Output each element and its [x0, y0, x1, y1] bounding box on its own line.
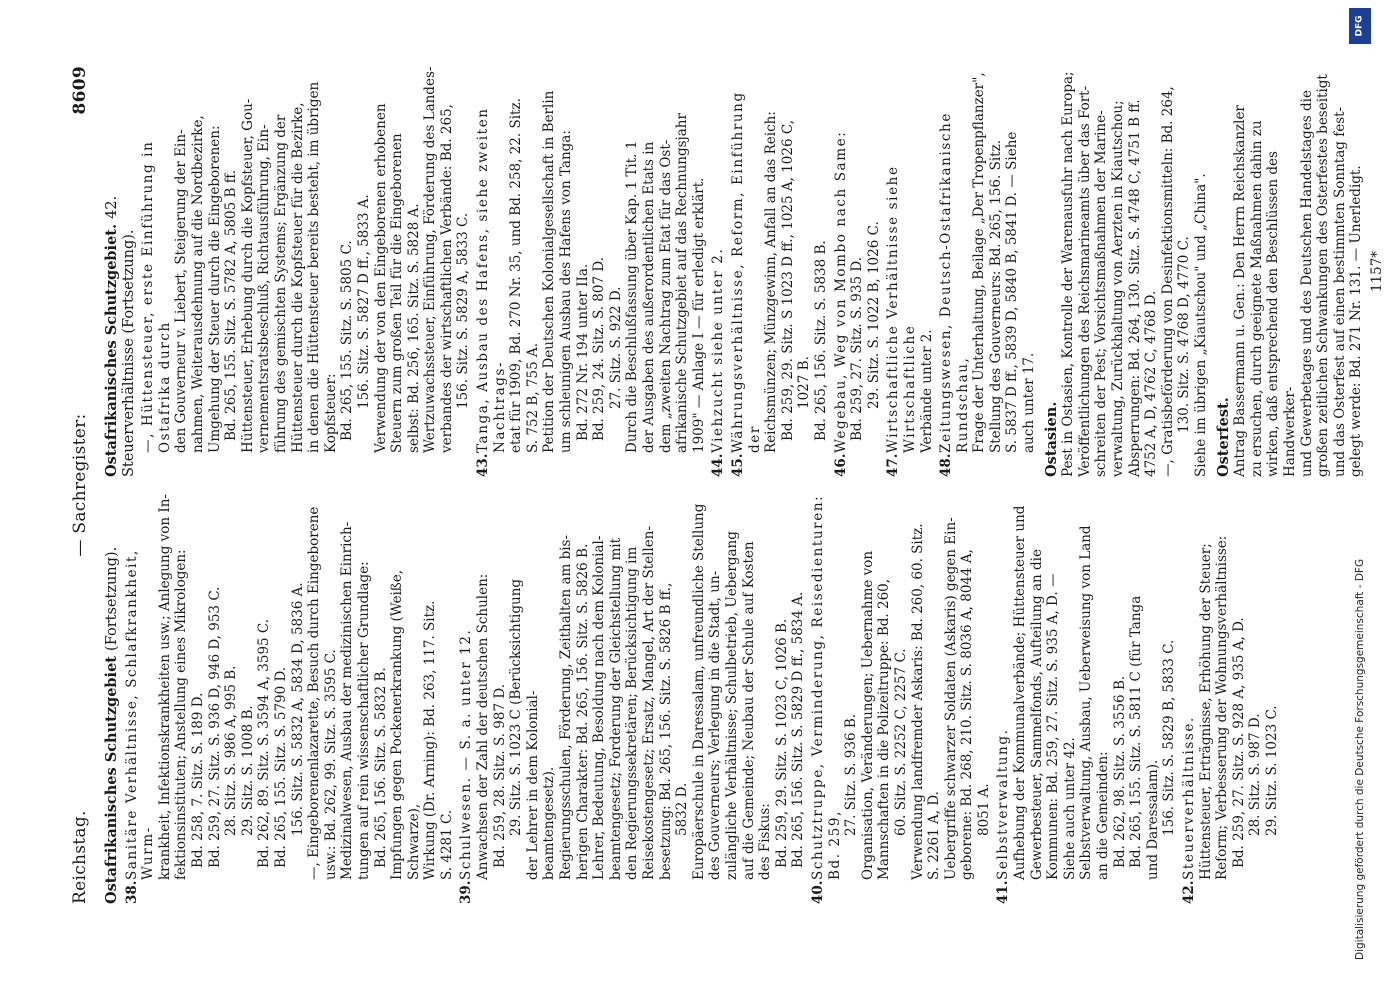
- register-entry: [458, 493, 806, 904]
- entry-line: 1909" — Anlage I — für erledigt erklärt.: [690, 177, 707, 453]
- entry-line: Pest in Ostasien, Kontrolle der Warenausfuhr nach Europa;: [1060, 71, 1077, 477]
- osterfest-entry: [1232, 66, 1365, 477]
- entry-line: Schulwesen. — S. a. unter 12.: [458, 628, 475, 880]
- entry-line: Lehrer, Bedeutung, Besoldung nach dem Kolonial-: [591, 535, 608, 880]
- entry-line: —, Hüttensteuer, erste Einführung in Ostafrika durch: [140, 140, 173, 453]
- entry-line: Bd. 265, 156. Sitz. S. 5832 B.: [372, 667, 389, 868]
- entry-line: Reichsmünzen; Münzgewinn, Anfall an das Reich:: [763, 111, 780, 453]
- entry-line: nahmen, Weiterausdehnung auf die Nordbezirke,: [189, 115, 206, 453]
- entry-line: S. 4281 C.: [438, 809, 455, 880]
- entry-line: Reform; Verbesserung der Wohnungsverhältnisse:: [1214, 535, 1231, 880]
- entry-line: Wirtschaftliche Verhältnisse siehe Wirtschaftliche: [885, 165, 918, 453]
- left-entries: [124, 493, 1281, 904]
- entry-number: 40.: [809, 880, 826, 904]
- entry-line: an die Gemeinden:: [1095, 751, 1112, 880]
- entry-line: Anwachsen der Zahl der deutschen Schulen:: [475, 573, 492, 880]
- entry-line: Bd. 258, 7. Sitz. S. 189 D.: [189, 692, 206, 868]
- entry-line: Europäerschule in Daressalam, unfreundliche Stellung: [690, 503, 707, 880]
- entry-line: Bd. 262, 98. Sitz. S. 3556 B.: [1111, 675, 1128, 868]
- entry-line: zulängliche Verhältnisse; Schulbetrieb, Uebergang: [723, 531, 740, 880]
- entry-line: 5832 D.: [674, 782, 691, 836]
- entry-line: Bd. 265, 155. Sitz. S. 5782 A, 5805 B ff.: [223, 169, 240, 441]
- page-number: 8609: [70, 66, 90, 115]
- entry-line: 8051 A.: [975, 783, 992, 836]
- entry-line: Gewerbesteuer, Sammelfonds, Aufteilung an die: [1028, 549, 1045, 880]
- entry-line: Steuern zum großen Teil für die Eingeborenen: [389, 133, 406, 453]
- entry-line: um schleunigen Ausbau des Hafens von Tanga:: [558, 130, 575, 453]
- right-column: [104, 66, 1386, 477]
- register-entry: [833, 66, 883, 477]
- entry-line: großen zeitlichen Schwankungen des Osterfestes beseitigt: [1315, 74, 1332, 477]
- entry-line: Steuerverhältnisse.: [1181, 716, 1197, 880]
- entry-number: 46.: [832, 453, 849, 477]
- entry-line: Bd. 259, 27. Sitz. S. 928 A, 935 A, D.: [1230, 617, 1247, 868]
- entry-line: 60. Sitz. S. 2252 C, 2257 C.: [892, 648, 909, 836]
- entry-number: 43.: [475, 453, 492, 477]
- entry-line: 29. Sitz. S. 1008 B.: [239, 705, 256, 836]
- entry-line: verwaltung, Zurückhaltung von Aerzten in Kiautschou;: [1110, 100, 1127, 477]
- entry-line: Wirkung (Dr. Arning): Bd. 263, 117. Sitz.: [422, 600, 439, 880]
- entry-line: 29. Sitz. S. 1023 C (Berücksichtigung: [508, 578, 525, 836]
- entry-line: Bd. 265, 156. Sitz. S. 5838 B.: [812, 240, 829, 441]
- entry-line: des Gouverneurs; Verlegung in die Stadt, un-: [707, 570, 724, 880]
- entry-line: selbst: Bd. 256, 165. Sitz. S. 5828 A.: [405, 203, 422, 453]
- entry-line: Viehzucht siehe unter 2.: [710, 247, 727, 453]
- entry-line: 1027 B.: [796, 356, 813, 409]
- entry-line: Hüttensteuer durch die Kopfsteuer für die Bezirke,: [289, 102, 306, 453]
- entry-line: —, Eingeborenenlazarette, Besuch durch Eingeborene: [306, 506, 323, 880]
- entry-line: des Fiskus:: [757, 803, 774, 880]
- entry-line: Selbstverwaltung.: [995, 728, 1012, 880]
- entry-line: 27. Sitz. S. 922 D.: [607, 286, 624, 409]
- entry-line: auf die Gemeinde; Neubau der Schule auf Kosten: [740, 541, 757, 880]
- entry-line: und Daressalam).: [1144, 759, 1161, 880]
- entry-line: Mannschaften in die Polizeitruppe: Bd. 260,: [876, 578, 893, 880]
- register-entry: [475, 66, 707, 477]
- entry-line: wirken, daß entsprechend den Beschlüssen des Handwerker-: [1265, 151, 1298, 477]
- entry-line: Antrag Bassermann u. Gen.: Den Herrn Reichskanzler: [1232, 105, 1249, 477]
- entry-line: 29. Sitz. S. 1022 B, 1026 C.: [865, 221, 882, 409]
- entry-line: Impfungen gegen Pockenerkrankung (Weiße, Schwarze),: [389, 569, 422, 880]
- right-column-heading: [104, 66, 137, 477]
- entry-line: tungen auf rein wissenschaftlicher Grundlage:: [355, 561, 372, 880]
- left-heading-cont: (Fortsetzung).: [104, 546, 120, 651]
- entry-line: der Lehrer in dem Kolonial-: [524, 690, 541, 880]
- entry-line: Bd. 265, 156. Sitz. S. 5829 D ff., 5834 A.: [790, 591, 807, 868]
- entry-line: 28. Sitz. S. 986 A, 995 B.: [223, 665, 240, 836]
- register-entry: [1181, 493, 1281, 904]
- entry-line: 156. Sitz. S. 5829 A, 5833 C.: [455, 212, 472, 409]
- register-entry: [938, 66, 1038, 477]
- entry-line: dem „zweiten Nachtrag zum Etat für das Ost-: [657, 139, 674, 453]
- entry-line: Durch die Beschlußfassung über Kap. 1 Tit. 1: [624, 140, 641, 453]
- entry-line: herigen Charakter: Bd. 265, 156. Sitz. S. 5826 B.: [574, 543, 591, 880]
- entry-line: usw.: Bd. 262, 99. Sitz. S. 3595 C.: [322, 649, 339, 880]
- entry-line: fektionsinstituten; Anstellung eines Mikrologen:: [173, 549, 190, 880]
- entry-line: S. 752 B, 755 A.: [524, 342, 541, 453]
- entry-line: Wegebau, Weg von Mombo nach Same:: [832, 130, 849, 453]
- entry-line: Frage der Unterhaltung, Beilage „Der Tropenpflanzer",: [971, 72, 988, 453]
- entry-line: Medizinalwesen, Ausbau der medizinischen Einrich-: [339, 521, 356, 880]
- entry-line: schreiten der Pest; Vorsichtsmaßnahmen der Marine-: [1093, 110, 1110, 477]
- entry-line: auch unter 17.: [1021, 352, 1038, 453]
- entry-line: 156. Sitz. S. 5827 D ff., 5833 A.: [355, 194, 372, 409]
- entry-line: Bd. 262, 89. Sitz. S. 3594 A, 3595 C.: [256, 618, 273, 868]
- entry-line: Bd. 265, 155. Sitz. S. 5811 C (für Tanga: [1128, 595, 1145, 868]
- entry-line: krankheit, Infektionskrankheiten usw.; Anlegung von In-: [156, 494, 173, 880]
- dfg-logo: [1349, 8, 1371, 44]
- entry-line: den Gouverneur v. Liebert, Steigerung der Ein-: [173, 129, 190, 453]
- entry-line: 156. Sitz. S. 5832 A, 5834 D, 5836 A.: [289, 582, 306, 836]
- entry-line: Tanga, Ausbau des Hafens, siehe zweiten Nachtrags-: [475, 107, 508, 453]
- running-head: [70, 66, 96, 904]
- left-column: [104, 493, 1386, 904]
- entry-line: gelegt werde: Bd. 271 Nr. 131. — Unerledigt.: [1348, 165, 1365, 477]
- entry-line: beamtengesetz).: [541, 766, 558, 880]
- entry-line: geborene: Bd. 268, 210. Sitz. S. 8036 A, 8044 A,: [959, 549, 976, 880]
- register-entry: [995, 493, 1178, 904]
- running-head-center: — Sachregister:: [70, 413, 90, 557]
- entry-line: Organisation, Veränderungen; Uebernahme von: [859, 550, 876, 880]
- right-heading-title: Ostafrikanisches Schutzgebiet.: [103, 223, 120, 477]
- entry-line: Regierungsschulen, Förderung, Zeithalten am bis-: [558, 534, 575, 880]
- columns: [104, 66, 1386, 904]
- entry-line: Zeitungswesen, Deutsch-Ostafrikanische Rundschau,: [938, 112, 971, 453]
- entry-number: 39.: [458, 880, 475, 904]
- entry-line: Aufhebung der Kommunalverbände; Hüttensteuer und: [1012, 505, 1029, 880]
- entry-line: Umgehung der Steuer durch die Eingeborenen:: [206, 125, 223, 453]
- entry-line: afrikanische Schutzgebiet auf das Rechnungsjahr: [674, 113, 691, 453]
- entry-line: 28. Sitz. S. 987 D.: [1247, 713, 1264, 836]
- entry-line: Petition der Deutschen Kolonialgesellschaft in Berlin: [541, 90, 558, 453]
- sheet-signature: 1157*: [1368, 250, 1385, 293]
- entry-line: Bd. 272 Nr. 194 unter IIa.: [574, 263, 591, 441]
- entry-line: Verbände unter 2.: [918, 329, 935, 453]
- entry-line: S. 2261 A, D.: [926, 791, 943, 880]
- entry-line: Wertzuwachssteuer, Einführung, Förderung des Landes-: [422, 66, 439, 453]
- right-heading-cont: 42. Steuerverhältnisse (Fortsetzung).: [104, 195, 137, 477]
- register-entry: [810, 493, 993, 904]
- entry-line: Kommunen: Bd. 259, 27. Sitz. S. 935 A, D. —: [1045, 573, 1062, 880]
- entry-line: S. 5837 D ff., 5839 D, 5840 B, 5841 D. — Siehe: [1004, 131, 1021, 453]
- entry-number: 38.: [123, 880, 140, 904]
- ostasien-entry: [1060, 66, 1209, 477]
- entry-line: 130. Sitz. S. 4768 D, 4770 C.: [1176, 236, 1193, 433]
- osterfest-heading: Osterfest.: [1214, 397, 1232, 477]
- entry-line: Sanitäre Verhältnisse, Schlafkrankheit, Wurm-: [123, 549, 157, 880]
- entry-number: 42.: [1181, 880, 1197, 904]
- entry-line: 156. Sitz. S. 5829 B, 5833 C.: [1161, 639, 1178, 836]
- entry-line: zu ersuchen, durch geeignete Maßnahmen dahin zu: [1248, 120, 1265, 477]
- entry-line: Hüttensteuer, Erhebung durch die Kopfsteuer, Gou-: [239, 98, 256, 453]
- entry-line: Absperrungen: Bd. 264, 130. Sitz. S. 4748 C, 4751 B ff.: [1126, 99, 1143, 477]
- entry-number: 41.: [995, 880, 1012, 904]
- entry-line: und Gewerbetages und des Deutschen Handelstages die: [1298, 90, 1315, 477]
- dfg-logo-text: DFG: [1354, 15, 1365, 37]
- entry-line: Siehe im übrigen „Kiautschou" und „China".: [1193, 173, 1209, 477]
- entry-line: Bd. 259, 29. Sitz. S. 1023 C, 1026 B.: [773, 618, 790, 868]
- entry-line: und das Osterfest auf einen bestimmten Sonntag fest-: [1331, 106, 1348, 477]
- register-entry: [730, 66, 830, 477]
- running-head-left: Reichstag.: [70, 810, 90, 904]
- entry-line: 4752 A, D, 4762 C, 4768 D.: [1143, 290, 1160, 477]
- entry-line: Bd. 259, 29. Sitz. S 1023 D ff., 1025 A, 1026 C,: [779, 120, 796, 441]
- digitization-note: [1351, 50, 1369, 960]
- entry-line: Bd. 259, 27. Sitz. S. 935 D.: [849, 257, 866, 441]
- entry-line: Bd. 265, 155. Sitz. S. 5805 C.: [339, 240, 356, 441]
- register-entry: [885, 66, 935, 477]
- entry-line: 27. Sitz. S. 936 B.: [843, 713, 860, 836]
- entry-line: Bd. 259, 28. Sitz. S. 987 D.: [491, 684, 508, 868]
- entry-line: Veröffentlichungen des Reichsmarineamts über das Fort-: [1076, 85, 1093, 477]
- entry-line: Bd. 265, 155. Sitz. S. 5790 D.: [272, 666, 289, 868]
- digitization-note-text: Digitalisierung gefördert durch die Deutsche Forschungsgemeinschaft - DFG: [1354, 558, 1366, 960]
- left-heading-title: Ostafrikanisches Schutzgebiet: [103, 656, 120, 904]
- entry-line: der Ausgaben des außerordentlichen Etats in: [641, 141, 657, 453]
- register-entry: [140, 66, 472, 477]
- ostasien-heading: Ostasien.: [1042, 401, 1060, 477]
- register-entry: [124, 493, 456, 904]
- entry-line: Siehe auch unter 42.: [1061, 737, 1078, 880]
- entry-line: Stellung des Gouverneurs: Bd. 265, 156. Sitz.: [987, 140, 1004, 453]
- entry-line: Verwendung der von den Eingeborenen erhobenen: [372, 103, 389, 453]
- entry-line: führung des gemischten Systems; Ergänzung der: [272, 114, 289, 453]
- entry-line: Kopfsteuer:: [322, 373, 339, 453]
- entry-line: Selbstverwaltung, Ausbau, Ueberweisung von Land: [1078, 525, 1095, 880]
- register-entry: [710, 66, 727, 477]
- entry-line: Bd. 259, 24. Sitz. S. 807 D.: [591, 257, 608, 441]
- entry-number: 45.: [729, 453, 746, 477]
- entry-line: besetzung: Bd. 265, 156. Sitz. S. 5826 B ff.,: [657, 582, 674, 880]
- entry-line: den Regierungssekretären; Berücksichtigung im: [624, 546, 641, 880]
- left-column-heading: [104, 493, 121, 904]
- entry-line: —, Gratisbeförderung von Desinfektionsmitteln: Bd. 264,: [1159, 86, 1176, 477]
- entry-number: 44.: [710, 453, 727, 477]
- entry-line: 29. Sitz. S. 1023 C.: [1263, 705, 1280, 836]
- entry-line: beamtengesetz; Forderung der Gleichstellung mit: [607, 537, 624, 880]
- entry-number: 47.: [885, 453, 902, 477]
- entry-line: Uebergriffe schwarzer Soldaten (Askaris) gegen Ein-: [942, 517, 959, 880]
- entry-line: Schutztruppe, Verminderung, Reisedienturen: Bd. 259,: [809, 494, 843, 880]
- entry-line: Verwendung landfremder Askaris: Bd. 260, 60. Sitz.: [909, 523, 926, 880]
- entry-line: etat für 1909, Bd. 270 Nr. 35, und Bd. 258, 22. Sitz.: [508, 98, 525, 453]
- entry-line: in denen die Hüttensteuer bereits besteht, im übrigen: [306, 81, 323, 453]
- entry-line: vernementsratsbeschluß, Richtausführung, Ein-: [256, 124, 273, 453]
- entry-line: Reisekostengesetz; Ersatz, Mangel, Art der Stellen-: [641, 526, 657, 880]
- entry-line: Währungsverhältnisse, Reform, Einführung der: [729, 91, 763, 453]
- entry-number: 48.: [938, 453, 955, 477]
- entry-line: Hüttensteuer, Erträgnisse, Erhöhung der Steuer;: [1197, 543, 1214, 880]
- entry-line: verbandes der wirtschaftlichen Verbände: Bd. 265,: [438, 104, 455, 453]
- entry-line: Bd. 259, 27. Sitz. S. 936 D, 946 D, 953 C.: [206, 586, 223, 868]
- right-entries: [140, 66, 1037, 477]
